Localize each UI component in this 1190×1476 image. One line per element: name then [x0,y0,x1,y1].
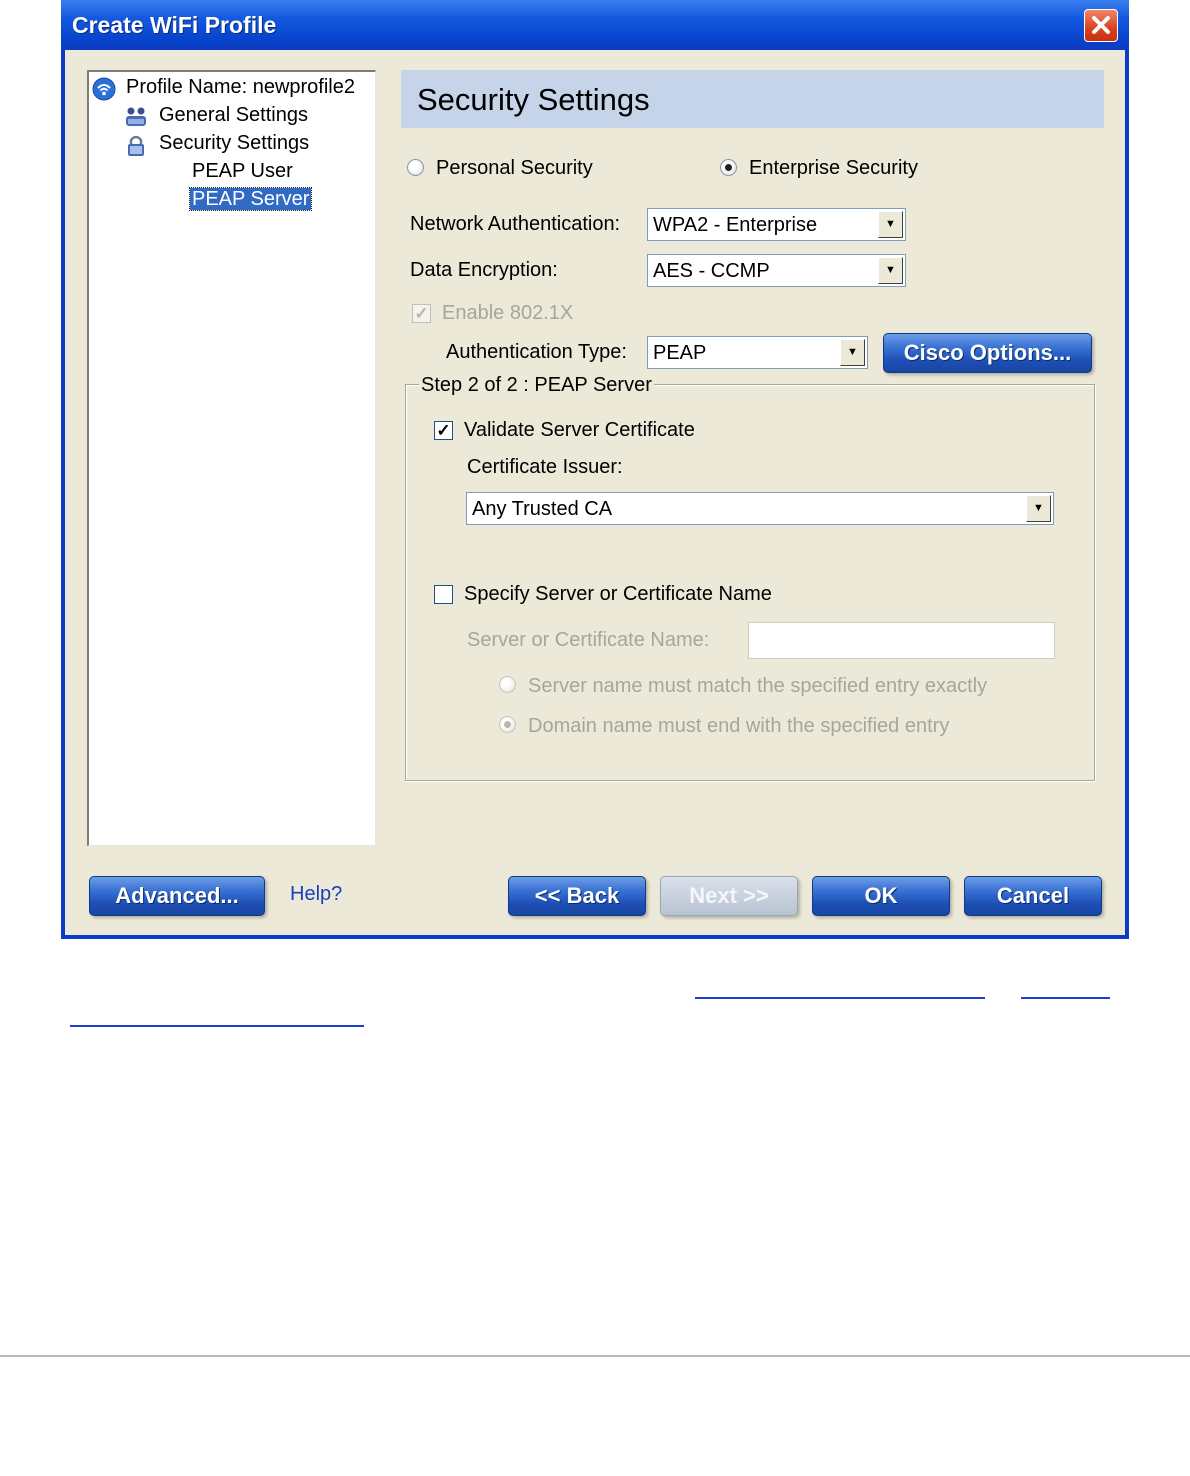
link-underline[interactable] [1021,997,1110,999]
network-auth-select[interactable] [647,208,906,241]
users-icon [124,105,148,129]
data-encryption-select[interactable] [647,254,906,287]
match-exact-radio[interactable] [499,676,516,693]
personal-security-label: Personal Security [436,157,593,179]
cancel-button[interactable]: Cancel [964,876,1102,916]
close-icon [1085,10,1117,41]
close-button[interactable] [1084,9,1118,42]
cert-issuer-label: Certificate Issuer: [467,456,623,478]
auth-type-label: Authentication Type: [446,341,627,363]
chevron-down-icon[interactable]: ▼ [878,257,903,284]
validate-cert-label: Validate Server Certificate [464,419,695,441]
horizontal-rule [0,1355,1190,1357]
link-underline[interactable] [695,997,985,999]
title-bar[interactable] [61,0,1129,50]
domain-end-label: Domain name must end with the specified entry [528,715,950,737]
chevron-down-icon[interactable]: ▼ [878,211,903,238]
server-name-label: Server or Certificate Name: [467,629,710,651]
enterprise-security-label: Enterprise Security [749,157,918,179]
specify-server-checkbox[interactable] [434,585,453,604]
network-auth-label: Network Authentication: [410,213,621,235]
advanced-button[interactable]: Advanced... [89,876,265,916]
back-button[interactable]: << Back [508,876,646,916]
tree-item-peap-server[interactable]: PEAP Server [192,188,310,210]
wifi-profile-icon [92,77,116,101]
chevron-down-icon[interactable]: ▼ [840,339,865,366]
section-title: Security Settings [417,82,650,117]
section-header [401,70,1104,128]
tree-item-profile[interactable]: Profile Name: newprofile2 [126,76,355,98]
tree-item-security-settings[interactable]: Security Settings [159,132,310,154]
personal-security-radio[interactable] [407,159,424,176]
auth-type-value: PEAP [653,342,707,364]
data-encryption-value: AES - CCMP [653,260,770,282]
tree-item-general-settings[interactable]: General Settings [159,104,308,126]
auth-type-select[interactable] [647,336,868,369]
ok-button[interactable]: OK [812,876,950,916]
validate-cert-checkbox[interactable]: ✓ [434,421,453,440]
enable-8021x-checkbox[interactable]: ✓ [412,304,431,323]
cert-issuer-select[interactable] [466,492,1054,525]
window-title: Create WiFi Profile [72,12,277,38]
help-link[interactable]: Help? [290,883,343,905]
chevron-down-icon[interactable]: ▼ [1026,495,1051,522]
data-encryption-label: Data Encryption: [410,259,558,281]
tree-item-peap-user[interactable]: PEAP User [192,160,293,182]
specify-server-label: Specify Server or Certificate Name [464,583,772,605]
link-underline[interactable] [70,1025,364,1027]
network-auth-value: WPA2 - Enterprise [653,214,818,236]
create-wifi-profile-window [61,0,1129,939]
dialog-body [65,50,1125,935]
lock-icon [124,133,148,157]
cisco-options-button[interactable]: Cisco Options... [883,333,1092,373]
group-legend: Step 2 of 2 : PEAP Server [421,374,652,396]
enable-8021x-label: Enable 802.1X [442,302,574,324]
cert-issuer-value: Any Trusted CA [472,498,613,520]
server-name-input[interactable] [748,622,1055,659]
next-button[interactable]: Next >> [660,876,798,916]
enterprise-security-radio[interactable] [720,159,737,176]
match-exact-label: Server name must match the specified entry exactly [528,675,988,697]
domain-end-radio[interactable] [499,716,516,733]
profile-tree[interactable] [87,70,376,846]
